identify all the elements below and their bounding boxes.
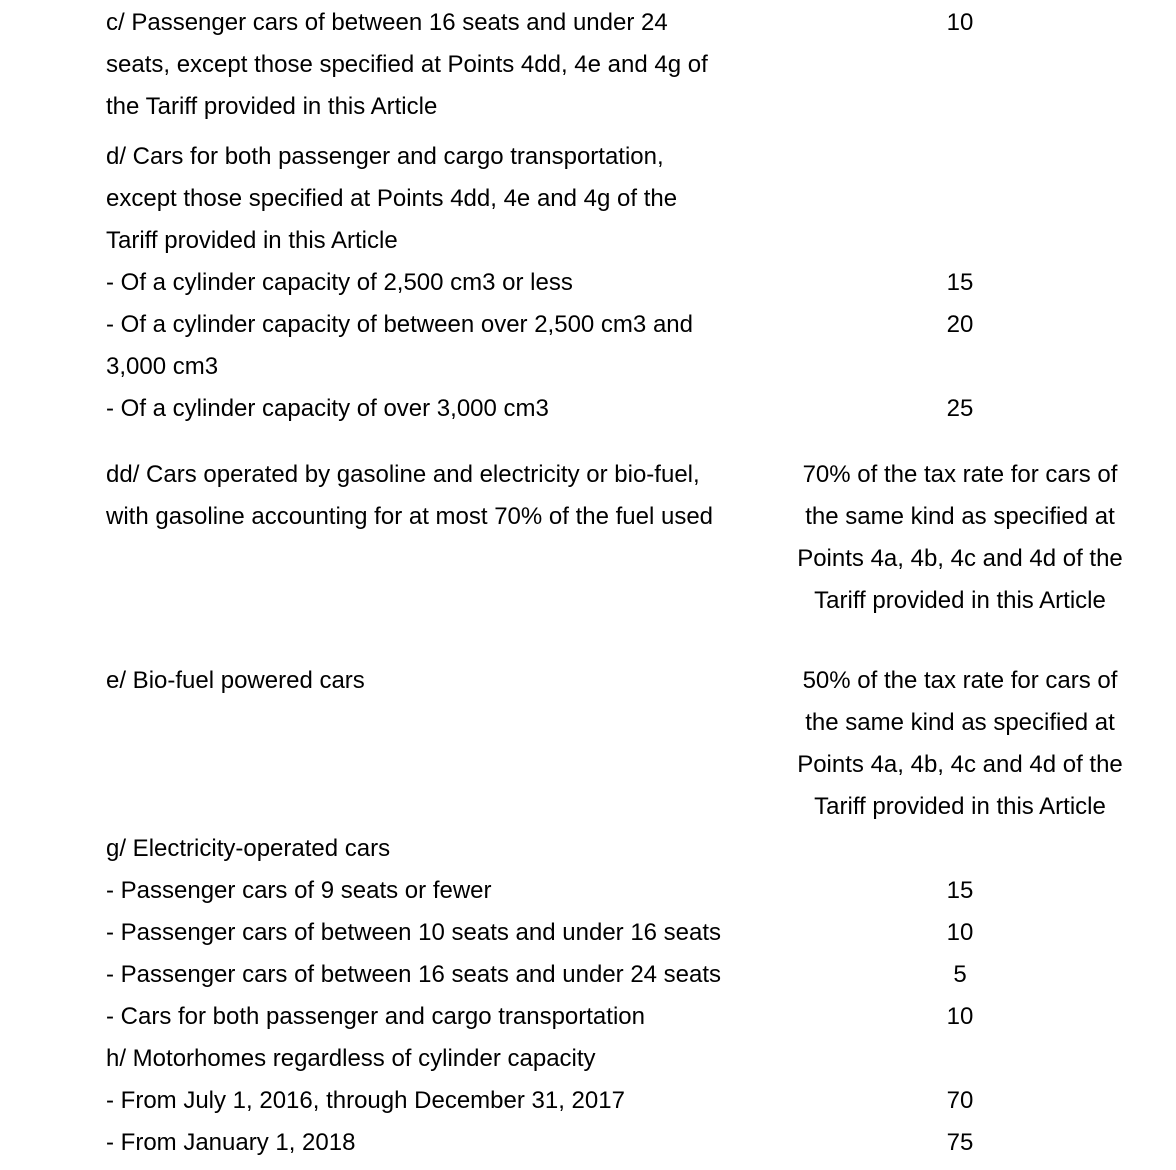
- row-g-item-4-rate: 10: [946, 1003, 974, 1030]
- row-g-item-4-label: - Cars for both passenger and cargo transportation: [106, 1003, 645, 1030]
- row-dd-rate-line-3: Points 4a, 4b, 4c and 4d of the: [797, 545, 1123, 572]
- row-h-item-1-label: - From July 1, 2016, through December 31, 2017: [106, 1087, 625, 1114]
- row-g-item-3-rate: 5: [953, 961, 967, 988]
- row-e-rate-line-3: Points 4a, 4b, 4c and 4d of the: [797, 751, 1123, 778]
- row-d-line-2: except those specified at Points 4dd, 4e and 4g of the: [106, 185, 678, 212]
- row-e-rate-line-2: the same kind as specified at: [805, 709, 1115, 736]
- row-g-item-2-label: - Passenger cars of between 10 seats and under 16 seats: [106, 919, 722, 946]
- row-d-line-1: d/ Cars for both passenger and cargo transportation,: [106, 143, 664, 170]
- row-d-item-1-rate: 15: [946, 269, 974, 296]
- row-e-rate-line-1: 50% of the tax rate for cars of: [802, 667, 1118, 694]
- row-h-heading: h/ Motorhomes regardless of cylinder capacity: [106, 1045, 596, 1072]
- row-e-rate: [776, 660, 1144, 828]
- row-g-item-2-rate: 10: [946, 919, 974, 946]
- row-h-item-2-rate: 75: [946, 1129, 974, 1156]
- row-e-rate-line-4: Tariff provided in this Article: [814, 793, 1106, 820]
- row-h-item-2-label: - From January 1, 2018: [106, 1129, 356, 1156]
- row-c-line-1: c/ Passenger cars of between 16 seats and under 24: [106, 9, 668, 36]
- row-e-line-1: e/ Bio-fuel powered cars: [106, 667, 365, 694]
- row-h-item-1-rate: 70: [946, 1087, 974, 1114]
- row-d-item-3-label: - Of a cylinder capacity of over 3,000 cm3: [106, 395, 549, 422]
- row-dd-line-2: with gasoline accounting for at most 70% of the fuel used: [106, 503, 714, 530]
- row-g-item-3-label: - Passenger cars of between 16 seats and under 24 seats: [106, 961, 722, 988]
- row-d-item-2-label: - Of a cylinder capacity of between over 2,500 cm3 and: [106, 311, 693, 338]
- row-dd-rate-line-4: Tariff provided in this Article: [814, 587, 1106, 614]
- row-g-item-1-rate: 15: [946, 877, 974, 904]
- row-d-item-1-label: - Of a cylinder capacity of 2,500 cm3 or less: [106, 269, 573, 296]
- row-dd-rate: [776, 454, 1144, 622]
- row-d-item-3-rate: 25: [946, 395, 974, 422]
- row-d-item-2-label-cont: 3,000 cm3: [106, 353, 219, 380]
- row-g-item-1-label: - Passenger cars of 9 seats or fewer: [106, 877, 492, 904]
- row-c-line-2: seats, except those specified at Points 4dd, 4e and 4g of: [106, 51, 708, 78]
- row-c-line-3: the Tariff provided in this Article: [106, 93, 438, 120]
- row-c-rate: 10: [946, 9, 974, 36]
- row-dd-rate-line-2: the same kind as specified at: [805, 503, 1115, 530]
- row-g-heading: g/ Electricity-operated cars: [106, 835, 391, 862]
- row-dd-line-1: dd/ Cars operated by gasoline and electricity or bio-fuel,: [106, 461, 700, 488]
- row-d-line-3: Tariff provided in this Article: [106, 227, 398, 254]
- row-dd-rate-line-1: 70% of the tax rate for cars of: [802, 461, 1118, 488]
- row-d-item-2-rate: 20: [946, 311, 974, 338]
